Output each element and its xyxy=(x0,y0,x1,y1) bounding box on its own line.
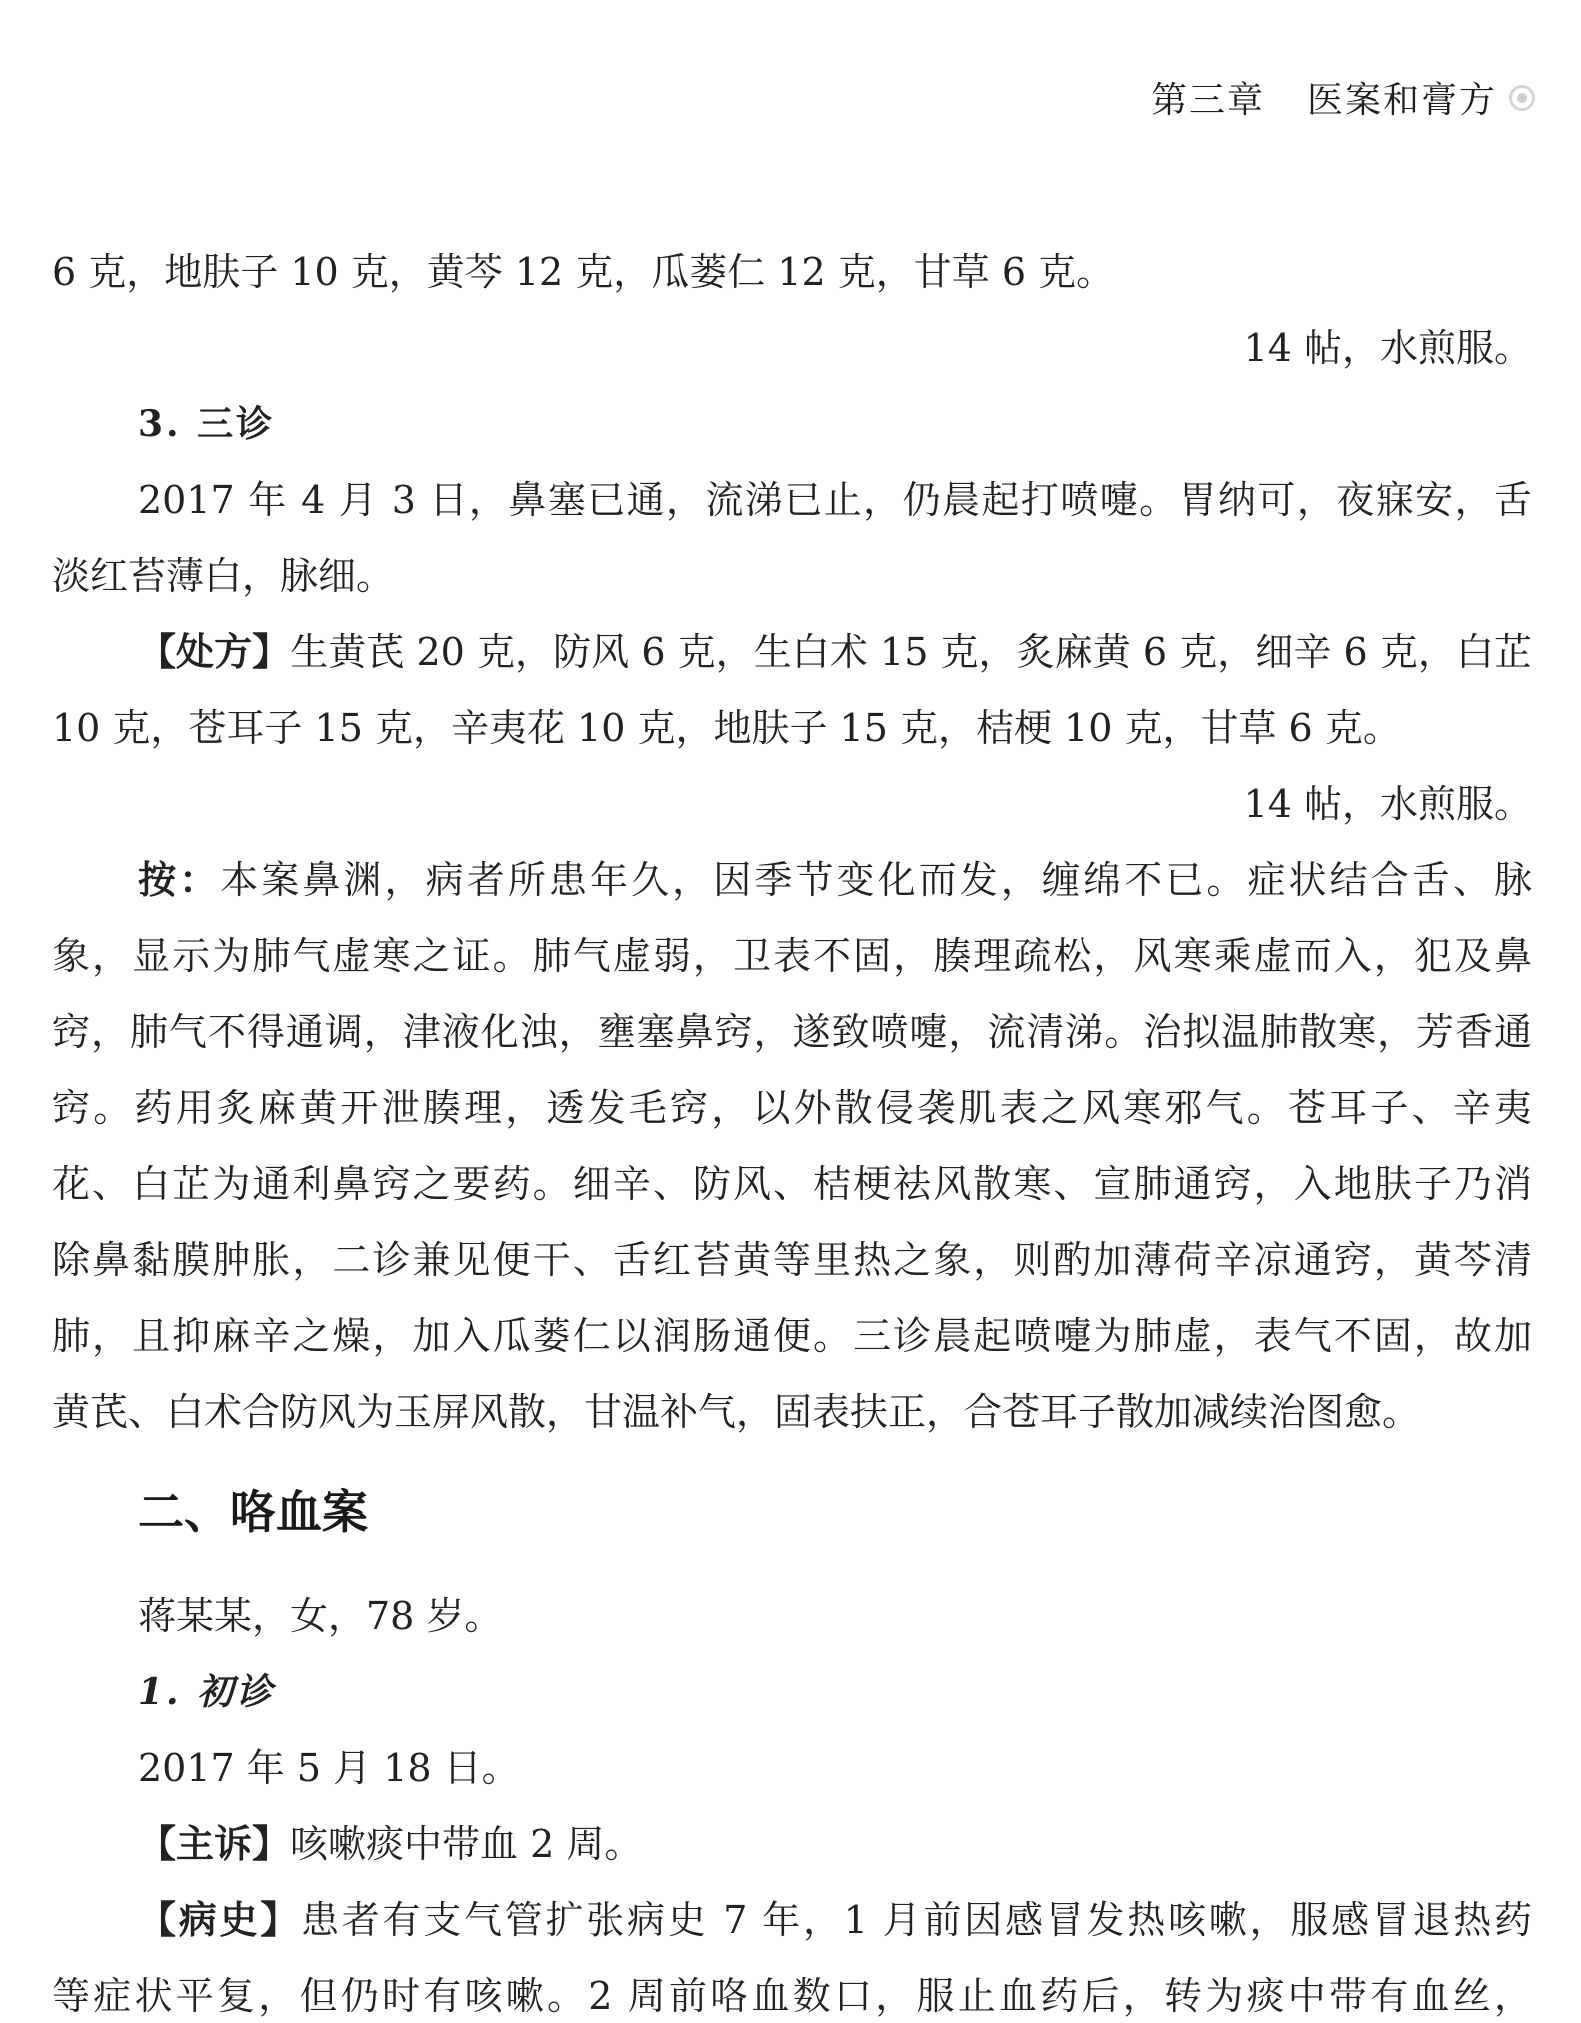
paragraph-line: 2017 年 4 月 3 日，鼻塞已通，流涕已止，仍晨起打喷嚏。胃纳可，夜寐安，舌 xyxy=(138,478,1532,522)
visit-date: 2017 年 5 月 18 日。 xyxy=(138,1746,520,1790)
page-body xyxy=(52,234,1532,2023)
commentary-line: 黄芪、白术合防风为玉屏风散，甘温补气，固表扶正，合苍耳子散加减续治图愈。 xyxy=(52,1390,1421,1434)
dosage-line: 14 帖，水煎服。 xyxy=(1243,326,1532,370)
dosage-line: 14 帖，水煎服。 xyxy=(1243,782,1532,826)
commentary-line xyxy=(52,842,1532,918)
section-heading: 二、咯血案 xyxy=(138,1485,368,1539)
running-header xyxy=(1151,72,1535,123)
prescription-line: 10 克，苍耳子 15 克，辛夷花 10 克，地肤子 15 克，桔梗 10 克，甘草 6 克。 xyxy=(52,706,1401,750)
commentary-line: 肺，且抑麻辛之燥，加入瓜蒌仁以润肠通便。三诊晨起喷嚏为肺虚，表气不固，故加 xyxy=(52,1314,1532,1358)
commentary-line: 花、白芷为通利鼻窍之要药。细辛、防风、桔梗祛风散寒、宣肺通窍，入地肤子乃消 xyxy=(52,1162,1532,1206)
circle-ornament-icon xyxy=(1509,85,1535,111)
history-text: 患者有支气管扩张病史 7 年，1 月前因感冒发热咳嗽，服感冒退热药 xyxy=(301,1898,1532,1942)
history-label: 【病史】 xyxy=(138,1898,301,1942)
prescription-continuation: 6 克，地肤子 10 克，黄芩 12 克，瓜蒌仁 12 克，甘草 6 克。 xyxy=(52,250,1115,294)
third-visit-heading: 3. 三诊 xyxy=(138,403,276,445)
patient-info: 蒋某某，女，78 岁。 xyxy=(138,1594,503,1638)
commentary-line: 除鼻黏膜肿胀，二诊兼见便干、舌红苔黄等里热之象，则酌加薄荷辛凉通窍，黄芩清 xyxy=(52,1238,1532,1282)
commentary-label: 按： xyxy=(138,858,221,902)
commentary-line: 窍，肺气不得通调，津液化浊，壅塞鼻窍，遂致喷嚏，流清涕。治拟温肺散寒，芳香通 xyxy=(52,1010,1532,1054)
chapter-number: 第三章 xyxy=(1150,80,1265,121)
first-visit-heading: 1. 初诊 xyxy=(138,1671,276,1713)
chapter-title: 医案和膏方 xyxy=(1306,80,1497,121)
paragraph-line: 淡红苔薄白，脉细。 xyxy=(52,554,395,598)
prescription-text: 生黄芪 20 克，防风 6 克，生白术 15 克，炙麻黄 6 克，细辛 6 克，白芷 xyxy=(290,630,1532,674)
commentary-line: 窍。药用炙麻黄开泄腠理，透发毛窍，以外散侵袭肌表之风寒邪气。苍耳子、辛夷 xyxy=(52,1086,1532,1130)
history-line xyxy=(52,1882,1532,1958)
prescription-line xyxy=(52,614,1532,690)
history-line: 等症状平复，但仍时有咳嗽。2 周前咯血数口，服止血药后，转为痰中带有血丝， xyxy=(52,1974,1532,2018)
prescription-label: 【处方】 xyxy=(138,630,291,674)
complaint-text: 咳嗽痰中带血 2 周。 xyxy=(290,1822,643,1866)
chief-complaint xyxy=(52,1806,1532,1882)
complaint-label: 【主诉】 xyxy=(138,1822,291,1866)
commentary-line: 象，显示为肺气虚寒之证。肺气虚弱，卫表不固，腠理疏松，风寒乘虚而入，犯及鼻 xyxy=(52,934,1532,978)
commentary-text: 本案鼻渊，病者所患年久，因季节变化而发，缠绵不已。症状结合舌、脉 xyxy=(220,858,1532,902)
